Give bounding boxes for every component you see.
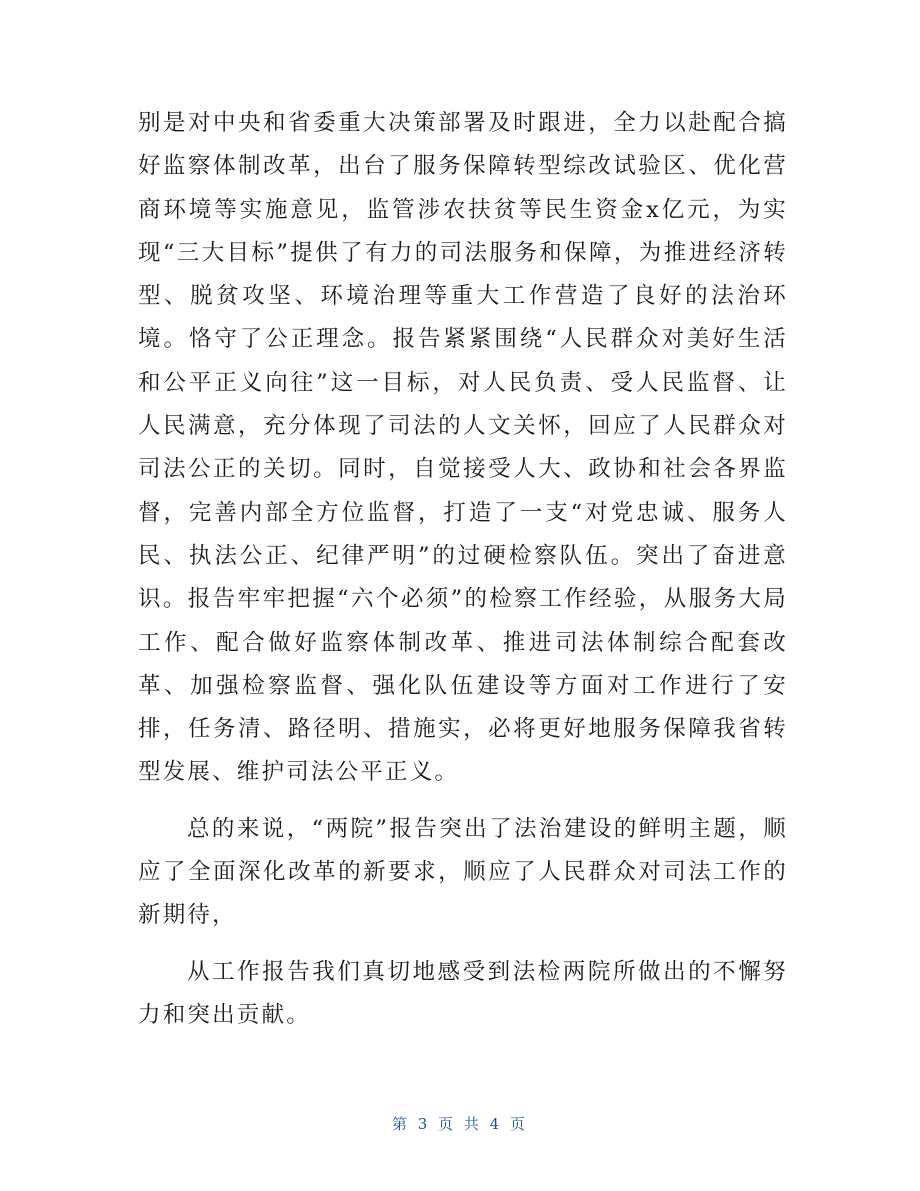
document-body bbox=[138, 102, 788, 1037]
page-number-footer: 第 3 页 共 4 页 bbox=[392, 1115, 528, 1133]
body-paragraph-2: 总的来说，“两院”报告突出了法治建设的鲜明主题，顺应了全面深化改革的新要求，顺应了人民群众对司法工作的新期待， bbox=[138, 815, 788, 929]
body-paragraph-1: 别是对中央和省委重大决策部署及时跟进，全力以赴配合搞好监察体制改革，出台了服务保障转型综改试验区、优化营商环境等实施意见，监管涉农扶贫等民生资金x亿元，为实现“三大目标”提供了有力的司法服务和保障，为推进经济转型、脱贫攻坚、环境治理等重大工作营造了良好的法治环境。恪守了公正理念。报告紧紧围绕“人民群众对美好生活和公平正义向往”这一目标，对人民负责、受人民监督、让人民满意，充分体现了司法的人文关怀，回应了人民群众对司法公正的关切。同时，自觉接受人大、政协和社会各界监督，完善内部全方位监督，打造了一支“对党忠诚、服务人民、执法公正、纪律严明”的过硬检察队伍。突出了奋进意识。报告牢牢把握“六个必须”的检察工作经验，从服务大局工作、配合做好监察体制改革、推进司法体制综合配套改革、加强检察监督、强化队伍建设等方面对工作进行了安排，任务清、路径明、措施实，必将更好地服务保障我省转型发展、维护司法公平正义。 bbox=[138, 110, 788, 786]
body-paragraph-3: 从工作报告我们真切地感受到法检两院所做出的不懈努力和突出贡献。 bbox=[138, 958, 788, 1028]
